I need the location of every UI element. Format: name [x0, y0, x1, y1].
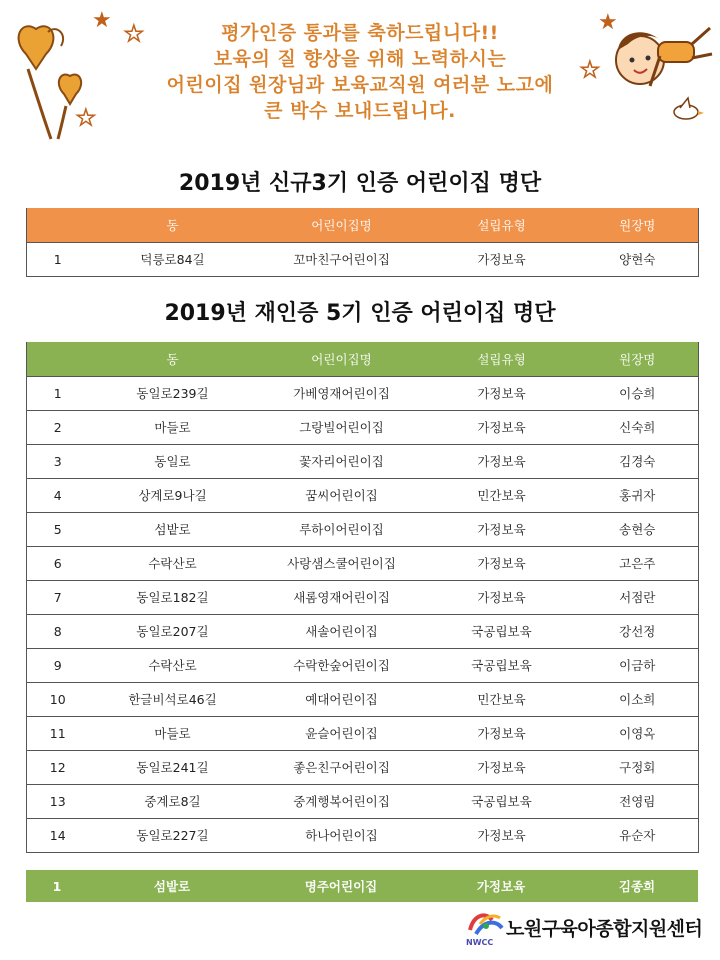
table-cell: 9	[27, 648, 89, 682]
column-header	[27, 342, 89, 376]
table-row	[27, 512, 699, 546]
table-row	[27, 546, 699, 580]
bird-icon	[666, 96, 706, 122]
table-row	[27, 242, 699, 276]
table-cell: 가정보육	[427, 242, 577, 276]
table-row	[27, 750, 699, 784]
table-cell: 꼬마친구어린이집	[257, 242, 427, 276]
table-cell: 강선정	[577, 614, 699, 648]
table-cell: 13	[27, 784, 89, 818]
column-header: 어린이집명	[257, 342, 427, 376]
table-cell: 2	[27, 410, 89, 444]
table-cell: 섬밭로	[88, 870, 256, 902]
table-cell: 덕릉로84길	[89, 242, 257, 276]
table-cell: 좋은친구어린이집	[257, 750, 427, 784]
table-row	[27, 784, 699, 818]
table-cell: 명주어린이집	[256, 870, 426, 902]
table-cell: 12	[27, 750, 89, 784]
greeting-line: 어린이집 원장님과 보육교직원 여러분 노고에	[166, 74, 554, 96]
table-cell: 이승희	[577, 376, 699, 410]
table-cell: 김종희	[576, 870, 698, 902]
table-cell: 4	[27, 478, 89, 512]
table-cell: 마들로	[89, 716, 257, 750]
table-cell: 이금하	[577, 648, 699, 682]
table-cell: 가정보육	[427, 750, 577, 784]
re-section-table	[26, 342, 699, 853]
table-cell: 14	[27, 818, 89, 852]
table-cell: 상계로9나길	[89, 478, 257, 512]
star-icon: ★	[76, 106, 96, 131]
table-cell: 윤슬어린이집	[257, 716, 427, 750]
table-cell: 신숙희	[577, 410, 699, 444]
star-icon: ★	[598, 10, 618, 35]
table-cell: 섬밭로	[89, 512, 257, 546]
table-cell: 동일로207길	[89, 614, 257, 648]
table-cell: 김경숙	[577, 444, 699, 478]
star-icon: ★	[580, 58, 600, 83]
table-cell: 홍귀자	[577, 478, 699, 512]
table-cell: 수락한숲어린이집	[257, 648, 427, 682]
table-cell: 국공립보육	[427, 784, 577, 818]
greeting-line: 큰 박수 보내드립니다.	[264, 100, 456, 122]
table-cell: 동일로182길	[89, 580, 257, 614]
table-cell: 꽃자리어린이집	[257, 444, 427, 478]
greeting-line: 평가인증 통과를 축하드립니다!!	[221, 22, 499, 44]
table-cell: 새솔어린이집	[257, 614, 427, 648]
table-cell: 수락산로	[89, 648, 257, 682]
table-cell: 국공립보육	[427, 614, 577, 648]
table-cell: 1	[27, 376, 89, 410]
greeting-message	[120, 20, 600, 124]
center-logo	[466, 908, 706, 950]
table-cell: 마들로	[89, 410, 257, 444]
table-row	[27, 682, 699, 716]
table-cell: 국공립보육	[427, 648, 577, 682]
column-header	[27, 208, 89, 242]
table-cell: 가정보육	[427, 512, 577, 546]
logo-abbreviation: NWCC	[466, 938, 494, 947]
table-cell: 7	[27, 580, 89, 614]
table-row	[27, 376, 699, 410]
table-cell: 5	[27, 512, 89, 546]
new-section-title: 2019년 신규3기 인증 어린이집 명단	[178, 171, 542, 196]
header-banner	[0, 0, 720, 150]
table-cell: 새롬영재어린이집	[257, 580, 427, 614]
logo-mark-icon	[466, 910, 506, 938]
column-header: 동	[89, 342, 257, 376]
column-header: 동	[89, 208, 257, 242]
table-cell: 1	[26, 870, 88, 902]
table-row	[27, 580, 699, 614]
table-header-row	[27, 208, 699, 242]
flying-kid-icon	[600, 8, 718, 108]
table-cell: 하나어린이집	[257, 818, 427, 852]
table-cell: 루하이어린이집	[257, 512, 427, 546]
table-cell: 중계로8길	[89, 784, 257, 818]
table-cell: 구정회	[577, 750, 699, 784]
logo-name: 노원구육아종합지원센터	[506, 918, 703, 940]
greeting-line: 보육의 질 향상을 위해 노력하시는	[213, 48, 507, 70]
table-cell: 가정보육	[427, 376, 577, 410]
table-cell: 가정보육	[427, 444, 577, 478]
table-cell: 가정보육	[426, 870, 576, 902]
table-cell: 송현승	[577, 512, 699, 546]
table-cell: 3	[27, 444, 89, 478]
column-header: 설립유형	[427, 342, 577, 376]
table-cell: 예대어린이집	[257, 682, 427, 716]
table-cell: 민간보육	[427, 478, 577, 512]
table-cell: 유순자	[577, 818, 699, 852]
table-cell: 고은주	[577, 546, 699, 580]
table-cell: 이영옥	[577, 716, 699, 750]
extra-highlight-row	[26, 870, 698, 902]
table-row	[27, 716, 699, 750]
re-section-title: 2019년 재인증 5기 인증 어린이집 명단	[164, 301, 556, 326]
table-cell: 8	[27, 614, 89, 648]
table-cell: 이소희	[577, 682, 699, 716]
table-row	[27, 444, 699, 478]
table-cell: 1	[27, 242, 89, 276]
column-header: 설립유형	[427, 208, 577, 242]
table-cell: 꿈씨어린이집	[257, 478, 427, 512]
table-cell: 동일로241길	[89, 750, 257, 784]
table-cell: 가정보육	[427, 546, 577, 580]
table-row	[27, 614, 699, 648]
table-cell: 민간보육	[427, 682, 577, 716]
table-row	[27, 818, 699, 852]
star-icon: ★	[92, 8, 112, 33]
table-cell: 6	[27, 546, 89, 580]
column-header: 어린이집명	[257, 208, 427, 242]
table-cell: 가정보육	[427, 410, 577, 444]
table-cell: 가정보육	[427, 818, 577, 852]
table-cell: 동일로227길	[89, 818, 257, 852]
table-cell: 전영림	[577, 784, 699, 818]
table-row	[27, 648, 699, 682]
table-cell: 중계행복어린이집	[257, 784, 427, 818]
table-cell: 10	[27, 682, 89, 716]
table-cell: 가베영재어린이집	[257, 376, 427, 410]
table-cell: 그랑빌어린이집	[257, 410, 427, 444]
column-header: 원장명	[577, 342, 699, 376]
table-cell: 동일로239길	[89, 376, 257, 410]
table-cell: 가정보육	[427, 580, 577, 614]
column-header: 원장명	[577, 208, 699, 242]
new-section-table	[26, 208, 699, 277]
table-cell: 가정보육	[427, 716, 577, 750]
table-cell: 사랑샘스쿨어린이집	[257, 546, 427, 580]
table-cell: 11	[27, 716, 89, 750]
table-cell: 동일로	[89, 444, 257, 478]
table-cell: 한글비석로46길	[89, 682, 257, 716]
table-cell: 수락산로	[89, 546, 257, 580]
table-header-row	[27, 342, 699, 376]
table-cell: 양현숙	[577, 242, 699, 276]
table-cell: 서점란	[577, 580, 699, 614]
table-row	[27, 410, 699, 444]
table-row	[27, 478, 699, 512]
star-icon: ★	[124, 22, 144, 47]
